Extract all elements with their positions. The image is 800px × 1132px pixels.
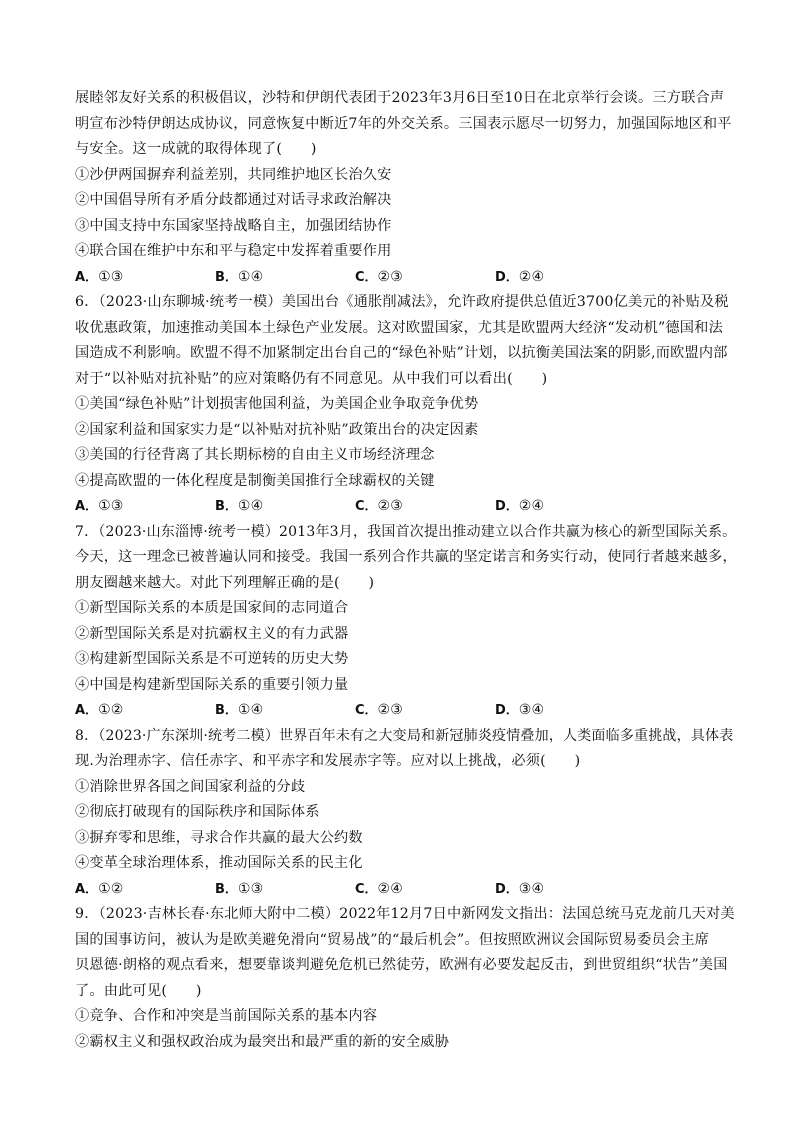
option-3: ③中国支持中东国家坚持战略自主，加强团结协作 xyxy=(75,217,392,234)
option-4: ④提高欧盟的一体化程度是制衡美国推行全球霸权的关键 xyxy=(75,472,435,489)
option-1: ①新型国际关系的本质是国家间的志同道合 xyxy=(75,600,349,616)
option-2: ②彻底打破现有的国际秩序和国际体系 xyxy=(75,804,320,820)
answer-c[interactable]: C．②③ xyxy=(355,702,403,718)
question-9 xyxy=(75,902,740,1055)
answer-choices xyxy=(75,494,740,520)
question-5 xyxy=(75,86,740,290)
option-4: ④联合国在维护中东和平与稳定中发挥着重要作用 xyxy=(75,243,392,259)
answer-choices xyxy=(75,698,740,724)
answer-a[interactable]: A．①② xyxy=(75,702,124,718)
question-stem-line: 8．（2023·广东深圳·统考二模）世界百年未有之大变局和新冠肺炎疫情叠加，人类面临多重挑战，具体表 xyxy=(75,727,734,744)
question-stem-line: 今天，这一理念已被普遍认同和接受。我国一系列合作共赢的坚定诺言和务实行动，使同行者越来越多， xyxy=(75,549,737,565)
question-stem-line: 收优惠政策，加速推动美国本土绿色产业发展。这对欧盟国家，尤其是欧盟两大经济“发动机”德国和法 xyxy=(75,319,723,336)
answer-d[interactable]: D．②④ xyxy=(495,498,545,514)
option-3: ③美国的行径背离了其长期标榜的自由主义市场经济理念 xyxy=(75,447,435,463)
question-stem-line: 与安全。这一成就的取得体现了( ) xyxy=(75,141,317,157)
answer-d[interactable]: D．③④ xyxy=(495,702,545,718)
question-stem-line: 朋友圈越来越大。对此下列理解正确的是( ) xyxy=(75,574,375,591)
question-stem-line: 国的国事访问，被认为是欧美避免滑向“贸易战”的“最后机会”。但按照欧洲议会国际贸易委员会主席 xyxy=(75,931,710,948)
answer-a[interactable]: A．①② xyxy=(75,880,124,897)
answer-choices xyxy=(75,877,740,903)
question-stem-line: 了。由此可见( ) xyxy=(75,982,202,999)
answer-a[interactable]: A．①③ xyxy=(75,268,124,285)
answer-a[interactable]: A．①③ xyxy=(75,498,124,514)
question-6 xyxy=(75,290,740,520)
option-4: ④变革全球治理体系，推动国际关系的民主化 xyxy=(75,855,363,871)
answer-choices xyxy=(75,265,740,291)
answer-d[interactable]: D．③④ xyxy=(495,880,545,897)
option-2: ②中国倡导所有矛盾分歧都通过对话寻求政治解决 xyxy=(75,192,392,208)
question-stem-line: 9．（2023·吉林长春·东北师大附中二模）2022年12月7日中新网发文指出：法国总统马克龙前几天对美 xyxy=(75,906,735,922)
answer-c[interactable]: C．②③ xyxy=(355,498,403,514)
answer-d[interactable]: D．②④ xyxy=(495,268,545,285)
question-8 xyxy=(75,724,740,903)
option-1: ①美国“绿色补贴”计划损害他国利益，为美国企业争取竞争优势 xyxy=(75,396,479,412)
question-stem-line: 贝恩德·朗格的观点看来，想要靠谈判避免危机已然徒劳，欧洲有必要发起反击，到世贸组织“状告”美国 xyxy=(75,957,728,973)
option-1: ①沙伊两国摒弃利益差别，共同维护地区长治久安 xyxy=(75,166,392,183)
option-2: ②新型国际关系是对抗霸权主义的有力武器 xyxy=(75,625,349,642)
exam-page xyxy=(75,86,740,1055)
option-3: ③摒弃零和思维，寻求合作共赢的最大公约数 xyxy=(75,829,363,846)
option-2: ②霸权主义和强权政治成为最突出和最严重的新的安全威胁 xyxy=(75,1033,450,1050)
question-stem-line: 现.为治理赤字、信任赤字、和平赤字和发展赤字等。应对以上挑战，必须( ) xyxy=(75,753,581,769)
question-7 xyxy=(75,520,740,724)
answer-b[interactable]: B．①④ xyxy=(215,498,264,514)
question-stem-line: 国造成不利影响。欧盟不得不加紧制定出台自己的“绿色补贴”计划，以抗衡美国法案的阴影,而欧盟内部 xyxy=(75,345,728,361)
option-3: ③构建新型国际关系是不可逆转的历史大势 xyxy=(75,651,349,667)
answer-b[interactable]: B．①④ xyxy=(215,268,264,285)
question-stem-line: 6．（2023·山东聊城·统考一模）美国出台《通胀削减法》，允许政府提供总值近3700亿美元的补贴及税 xyxy=(75,294,729,310)
question-stem-line: 展睦邻友好关系的积极倡议，沙特和伊朗代表团于2023年3月6日至10日在北京举行会谈。三方联合声 xyxy=(75,90,725,106)
answer-b[interactable]: B．①③ xyxy=(215,880,264,897)
option-2: ②国家利益和国家实力是“以补贴对抗补贴”政策出台的决定因素 xyxy=(75,421,479,438)
answer-c[interactable]: C．②③ xyxy=(355,268,403,285)
option-4: ④中国是构建新型国际关系的重要引领力量 xyxy=(75,676,349,693)
question-stem-line: 7．（2023·山东淄博·统考一模）2013年3月，我国首次提出推动建立以合作共赢为核心的新型国际关系。 xyxy=(75,523,737,540)
answer-c[interactable]: C．②④ xyxy=(355,880,403,897)
option-1: ①竞争、合作和冲突是当前国际关系的基本内容 xyxy=(75,1008,378,1024)
answer-b[interactable]: B．①④ xyxy=(215,702,264,718)
question-stem-line: 对于“以补贴对抗补贴”的应对策略仍有不同意见。从中我们可以看出( ) xyxy=(75,370,548,387)
option-1: ①消除世界各国之间国家利益的分歧 xyxy=(75,778,306,795)
question-stem-line: 明宣布沙特伊朗达成协议，同意恢复中断近7年的外交关系。三国表示愿尽一切努力，加强国际地区和平 xyxy=(75,115,732,132)
